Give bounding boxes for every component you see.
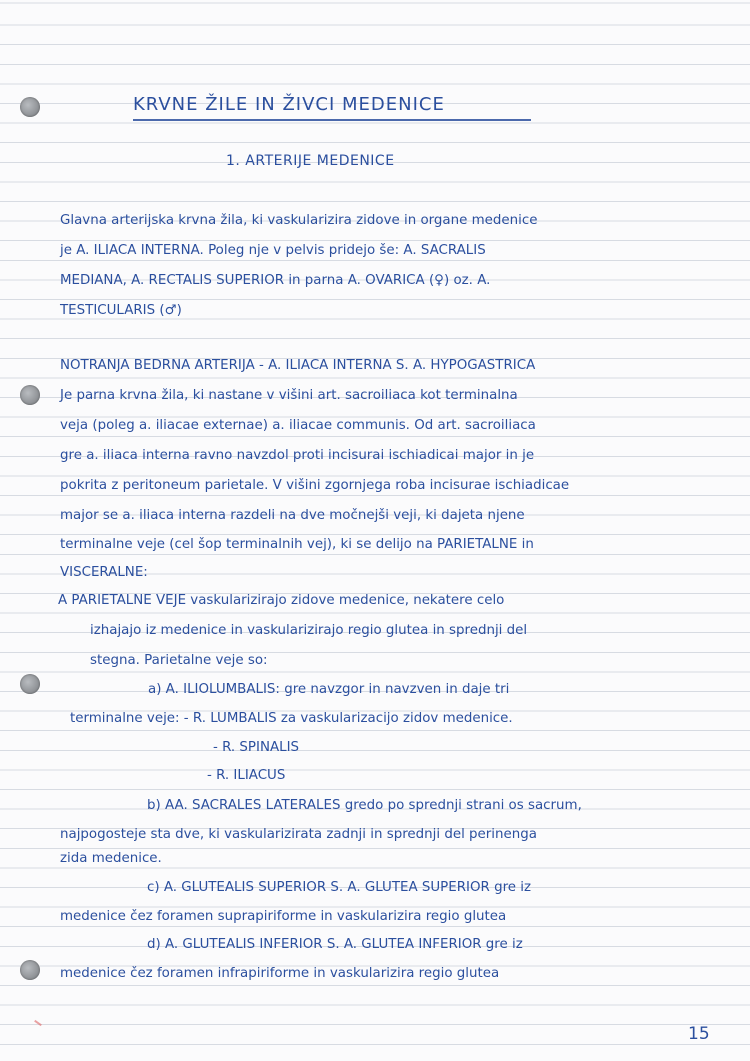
text-line: VISCERALNE:	[60, 565, 148, 580]
text-line: TESTICULARIS (♂)	[60, 303, 182, 318]
page-number: 15	[688, 1024, 710, 1044]
page-title: KRVNE ŽILE IN ŽIVCI MEDENICE	[133, 94, 445, 115]
text-line: medenice čez foramen suprapiriforme in vaskularizira regio glutea	[60, 909, 507, 924]
text-line: gre a. iliaca interna ravno navzdol proti incisurai ischiadicai major in je	[60, 448, 535, 463]
text-line: je A. ILIACA INTERNA. Poleg nje v pelvis pridejo še: A. SACRALIS	[60, 243, 486, 258]
text-line: terminalne veje: - R. LUMBALIS za vaskularizacijo zidov medenice.	[70, 711, 513, 726]
text-line: terminalne veje (cel šop terminalnih vej), ki se delijo na PARIETALNE in	[60, 537, 534, 552]
text-line: Je parna krvna žila, ki nastane v višini art. sacroiliaca kot terminalna	[60, 388, 518, 403]
ink-mark	[34, 1020, 42, 1026]
text-line: najpogosteje sta dve, ki vaskularizirata zadnji in sprednji del perinenga	[60, 827, 537, 842]
text-line: NOTRANJA BEDRNA ARTERIJA - A. ILIACA INTERNA S. A. HYPOGASTRICA	[60, 358, 536, 373]
text-line: izhajajo iz medenice in vaskularizirajo regio glutea in sprednji del	[90, 623, 528, 638]
punch-hole-icon	[20, 97, 40, 117]
text-line: Glavna arterijska krvna žila, ki vaskularizira zidove in organe medenice	[60, 213, 538, 228]
text-line: medenice čez foramen infrapiriforme in vaskularizira regio glutea	[60, 966, 500, 981]
text-line: pokrita z peritoneum parietale. V višini zgornjega roba incisurae ischiadicae	[60, 478, 570, 493]
punch-hole-icon	[20, 674, 40, 694]
text-line: - R. SPINALIS	[213, 740, 300, 755]
text-line: - R. ILIACUS	[207, 768, 286, 783]
text-line: a) A. ILIOLUMBALIS: gre navzgor in navzven in daje tri	[148, 682, 510, 697]
text-line: MEDIANA, A. RECTALIS SUPERIOR in parna A. OVARICA (♀) oz. A.	[60, 273, 491, 288]
punch-hole-icon	[20, 960, 40, 980]
text-line: c) A. GLUTEALIS SUPERIOR S. A. GLUTEA SUPERIOR gre iz	[147, 880, 532, 895]
text-line: d) A. GLUTEALIS INFERIOR S. A. GLUTEA INFERIOR gre iz	[147, 937, 523, 952]
text-line: stegna. Parietalne veje so:	[90, 653, 268, 668]
text-line: veja (poleg a. iliacae externae) a. iliacae communis. Od art. sacroiliaca	[60, 418, 536, 433]
text-line: b) AA. SACRALES LATERALES gredo po sprednji strani os sacrum,	[147, 798, 582, 813]
section-heading: 1. ARTERIJE MEDENICE	[226, 153, 395, 169]
punch-hole-icon	[20, 385, 40, 405]
text-line: major se a. iliaca interna razdeli na dve močnejši veji, ki dajeta njene	[60, 508, 525, 523]
text-line: zida medenice.	[60, 851, 162, 866]
text-line: A PARIETALNE VEJE vaskularizirajo zidove medenice, nekatere celo	[58, 593, 505, 608]
title-underline	[133, 119, 531, 121]
